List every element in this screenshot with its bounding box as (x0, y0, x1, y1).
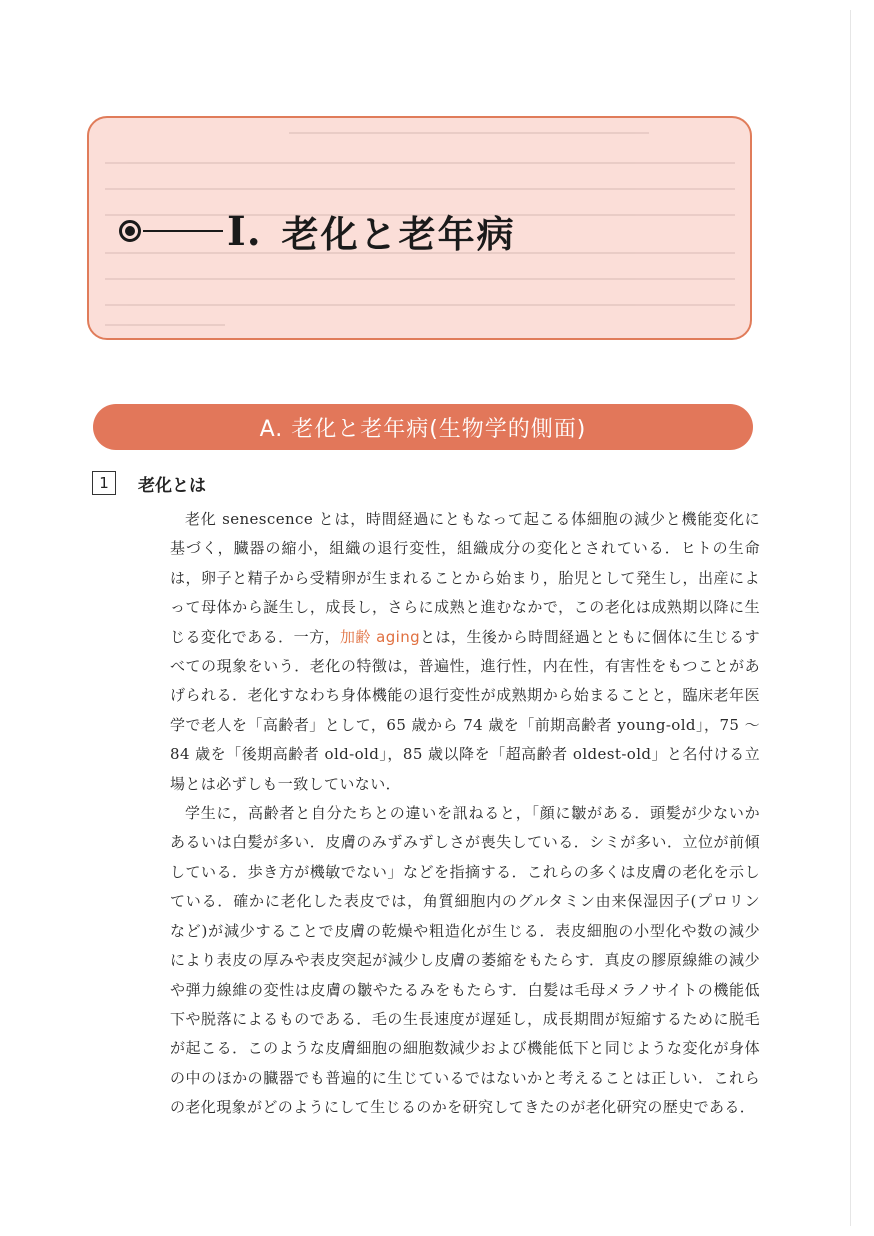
paragraph-2: 学生に，高齢者と自分たちとの違いを訊ねると，「顔に皺がある．頭髪が少ないかあるいは白髪が多い．皮膚のみずみずしさが喪失している．シミが多い．立位が前傾している．歩き方が機敏でない」などを指摘する．これらの多くは皮膚の老化を示している．確かに老化した表皮では，角質細胞内のグルタミン由来保湿因子(プロリンなど)が減少することで皮膚の乾燥や粗造化が生じる．表皮細胞の小型化や数の減少により表皮の厚みや表皮突起が減少し皮膚の萎縮をもたらす．真皮の膠原線維の減少や弾力線維の変性は皮膚の皺やたるみをもたらす．白髪は毛母メラノサイトの機能低下や脱落によるものである．毛の生長速度が遅延し，成長期間が短縮するために脱毛が起こる．このような皮膚細胞の細胞数減少および機能低下と同じような変化が身体の中のほかの臓器でも普遍的に生じているではないかと考えることは正しい．これらの老化現象がどのようにして生じるのかを研究してきたのが老化研究の歴史である． (170, 804, 760, 1117)
subsection-heading (92, 470, 206, 496)
chapter-number: I. (227, 207, 262, 255)
paragraph-1-text-b: とは，生後から時間経過とともに個体に生じるすべての現象をいう．老化の特徴は，普遍性，進行性，内在性，有害性をもつことがあげられる．老化すなわち身体機能の退行変性が成熟期から始まることと，臨床老年医学で老人を「高齢者」として，65 歳から 74 歳を「前期高齢者 young-old」，75 ～ 84 歳を「後期高齢者 old-old」，85 歳以降を「超高齢者 oldest-old」と名付ける立場とは必ずしも一致していない． (170, 627, 760, 793)
keyword-aging: 加齢 aging (339, 627, 421, 646)
target-bullet-icon (119, 220, 141, 242)
paragraph-1-text-a: 老化 senescence とは，時間経過にともなって起こる体細胞の減少と機能変化に基づく，臓器の縮小，組織の退行変性，組織成分の変化とされている．ヒトの生命は，卵子と精子から受精卵が生まれることから始まり，胎児として発生し，出産によって母体から誕生し，成長し，さらに成熟と進むなかで，この老化は成熟期以降に生じる変化である．一方， (170, 510, 760, 646)
subsection-title: 老化とは (138, 475, 206, 496)
chapter-heading (119, 206, 516, 256)
chapter-header-box (87, 116, 752, 340)
page-edge-line (850, 10, 851, 1226)
subsection-number-box: 1 (92, 471, 116, 495)
body-text (170, 505, 760, 1123)
section-heading-band (93, 404, 753, 450)
paragraph-1 (170, 505, 760, 799)
section-title: A. 老化と老年病(生物学的側面) (259, 416, 587, 442)
chapter-title: 老化と老年病 (281, 213, 516, 256)
heading-rule (143, 230, 223, 232)
